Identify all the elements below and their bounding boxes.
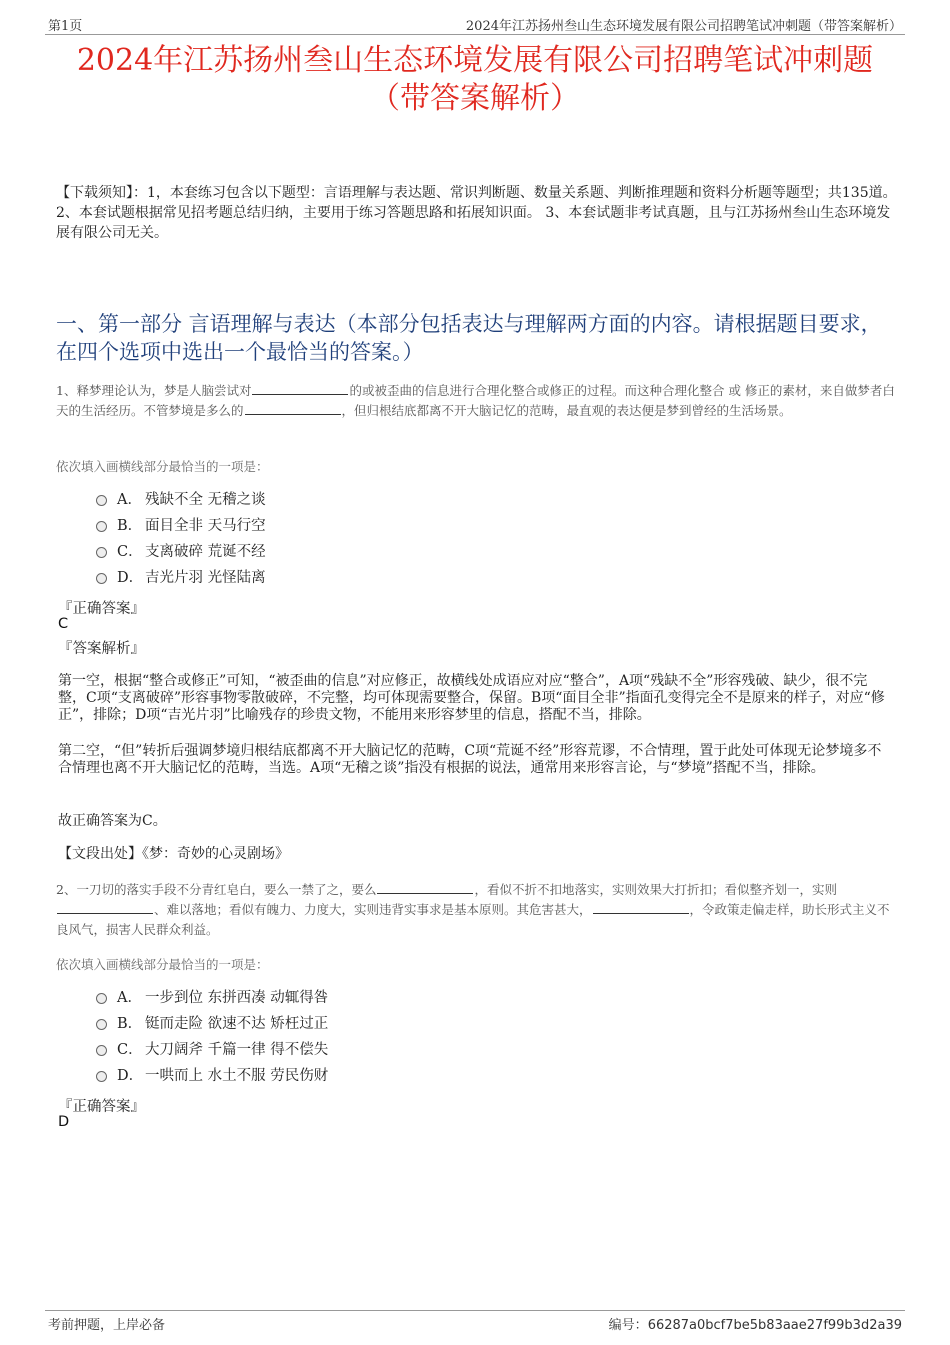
radio-icon[interactable] bbox=[96, 547, 107, 558]
q2-option-d[interactable]: D． 一哄而上 水土不服 劳民伤财 bbox=[96, 1065, 328, 1087]
page-title bbox=[0, 42, 950, 118]
q1-option-a[interactable]: A． 残缺不全 无稽之谈 bbox=[96, 489, 266, 511]
q2-answer: D bbox=[58, 1114, 70, 1130]
q1-analysis-paragraph-2: 第二空，“但”转折后强调梦境归根结底都离不开大脑记忆的范畴，C项“荒诞不经”形容荒谬，不合情理，置于此处可体现无论梦境多不合情理也离不开大脑记忆的范畴，当选。A项“无稽之谈”指没有根据的说法，通常用来形容言论，与“梦境”搭配不当，排除。 bbox=[58, 743, 882, 776]
question-1-text: 1、释梦理论认为，梦是人脑尝试对 的或被歪曲的信息进行合理化整合或修正的过程。而这种合理化整合 或 修正的素材，来自做梦者白天的生活经历。不管梦境是多么的 ，但归根结底都离不开大脑记忆的范畴，最直观的表达便是梦到曾经的生活场景。 bbox=[56, 383, 895, 418]
footer-code: 编号：66287a0bcf7be5b83aae27f99b3d2a39 bbox=[608, 1318, 902, 1333]
download-notice: 【下载须知】：1，本套练习包含以下题型：言语理解与表达题、常识判断题、数量关系题、判断推理题和资料分析题等题型；共135道。 2、本套试题根据常见招考题总结归纳，主要用于练习答题思路和拓展知识面。 3、本套试题非考试真题，且与江苏扬州叁山生态环境发展有限公司无关。 bbox=[56, 185, 897, 241]
radio-icon[interactable] bbox=[96, 495, 107, 506]
q2-option-c[interactable]: C． 大刀阔斧 千篇一律 得不偿失 bbox=[96, 1039, 328, 1061]
title-line-1: 2024年江苏扬州叁山生态环境发展有限公司招聘笔试冲刺题 bbox=[76, 43, 874, 78]
blank-line bbox=[57, 901, 153, 914]
q1-source: 【文段出处】《梦：奇妙的心灵剧场》 bbox=[58, 846, 289, 862]
title-line-2: （带答案解析） bbox=[370, 81, 580, 116]
q1-option-b[interactable]: B． 面目全非 天马行空 bbox=[96, 515, 266, 537]
q2-answer-label: 『正确答案』 bbox=[58, 1099, 145, 1115]
radio-icon[interactable] bbox=[96, 573, 107, 584]
question-2-text: 2、一刀切的落实手段不分青红皂白，要么一禁了之，要么 ，看似不折不扣地落实，实则效果大打折扣；看似整齐划一，实则、难以落地；看似有魄力、力度大，实则违背实事求是基本原则。其危害甚大， ，令政策走偏走样，助长形式主义不良风气，损害人民群众利益。 bbox=[56, 882, 890, 937]
blank-line bbox=[245, 402, 341, 415]
q1-option-c[interactable]: C． 支离破碎 荒诞不经 bbox=[96, 541, 266, 563]
q2-option-a[interactable]: A． 一步到位 东拼西凑 动辄得咎 bbox=[96, 987, 328, 1009]
q1-analysis-label: 『答案解析』 bbox=[58, 641, 145, 657]
radio-icon[interactable] bbox=[96, 1019, 107, 1030]
radio-icon[interactable] bbox=[96, 521, 107, 532]
section-heading: 一、第一部分 言语理解与表达（本部分包括表达与理解两方面的内容。请根据题目要求，在四个选项中选出一个最恰当的答案。） bbox=[56, 312, 882, 364]
q1-analysis-conclusion: 故正确答案为C。 bbox=[58, 813, 167, 829]
page-footer bbox=[45, 1310, 905, 1333]
radio-icon[interactable] bbox=[96, 993, 107, 1004]
q1-analysis-paragraph-1: 第一空，根据“整合或修正”可知，“被歪曲的信息”对应修正，故横线处成语应对应“整合”，A项“残缺不全”形容残破、缺少，很不完整，C项“支离破碎”形容事物零散破碎，不完整，均可体现需要整合，保留。B项“面目全非”指面孔变得完全不是原来的样子，对应“修正”，排除；D项“吉光片羽”比喻残存的珍贵文物，不能用来形容梦里的信息，搭配不当，排除。 bbox=[58, 673, 885, 723]
header-doc-title: 2024年江苏扬州叁山生态环境发展有限公司招聘笔试冲刺题（带答案解析） bbox=[465, 19, 902, 34]
q1-option-d[interactable]: D． 吉光片羽 光怪陆离 bbox=[96, 567, 266, 589]
radio-icon[interactable] bbox=[96, 1045, 107, 1056]
question-2-prompt: 依次填入画横线部分最恰当的一项是： bbox=[56, 957, 269, 972]
blank-line bbox=[252, 382, 348, 395]
page-header bbox=[45, 14, 905, 35]
q1-answer: C bbox=[58, 616, 69, 632]
question-1-prompt: 依次填入画横线部分最恰当的一项是： bbox=[56, 459, 269, 474]
footer-slogan: 考前押题，上岸必备 bbox=[48, 1318, 166, 1333]
blank-line bbox=[593, 901, 689, 914]
radio-icon[interactable] bbox=[96, 1071, 107, 1082]
page-number: 第1页 bbox=[48, 19, 83, 34]
blank-line bbox=[377, 881, 473, 894]
q2-option-b[interactable]: B． 铤而走险 欲速不达 矫枉过正 bbox=[96, 1013, 328, 1035]
q1-answer-label: 『正确答案』 bbox=[58, 601, 145, 617]
